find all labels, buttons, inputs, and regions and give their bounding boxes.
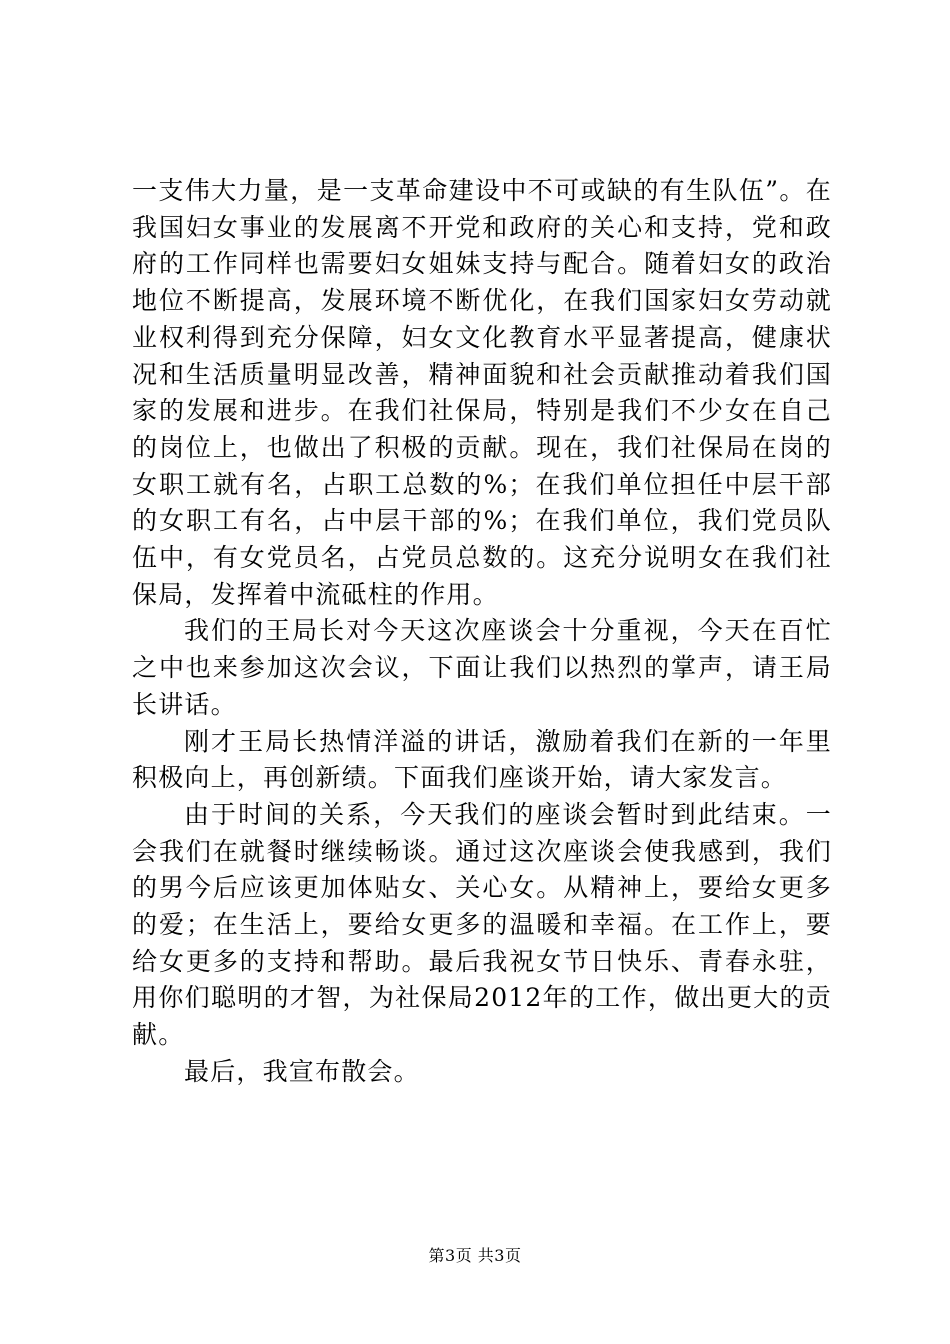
paragraph-director-invite: 我们的王局长对今天这次座谈会十分重视，今天在百忙之中也来参加这次会议，下面让我们以热烈的掌声，请王局长讲话。 — [132, 616, 832, 719]
paragraph-closing-remarks: 由于时间的关系，今天我们的座谈会暂时到此结束。一会我们在就餐时继续畅谈。通过这次座谈会使我感到，我们的男今后应该更加体贴女、关心女。从精神上，要给女更多的爱；在生活上，要给女更多的温暖和幸福。在工作上，要给女更多的支持和帮助。最后我祝女节日快乐、青春永驻，用你们聪明的才智，为社保局2012年的工作，做出更大的贡献。 — [132, 799, 832, 1050]
paragraph-discussion-start: 刚才王局长热情洋溢的讲话，激励着我们在新的一年里积极向上，再创新绩。下面我们座谈开始，请大家发言。 — [132, 726, 832, 793]
paragraph-continuation: 一支伟大力量，是一支革命建设中不可或缺的有生队伍”。在我国妇女事业的发展离不开党和政府的关心和支持，党和政府的工作同样也需要妇女姐妹支持与配合。随着妇女的政治地位不断提高，发展环境不断优化，在我们国家妇女劳动就业权利得到充分保障，妇女文化教育水平显著提高，健康状况和生活质量明显改善，精神面貌和社会贡献推动着我们国家的发展和进步。在我们社保局，特别是我们不少女在自己的岗位上，也做出了积极的贡献。现在，我们社保局在岗的女职工就有名，占职工总数的%；在我们单位担任中层干部的女职工有名，占中层干部的%；在我们单位，我们党员队伍中，有女党员名，占党员总数的。这充分说明女在我们社保局，发挥着中流砥柱的作用。 — [132, 176, 832, 609]
document-body — [132, 173, 832, 1091]
paragraph-adjourn: 最后，我宣布散会。 — [184, 1056, 420, 1086]
page-number-footer: 第3页 共3页 — [428, 1246, 522, 1265]
